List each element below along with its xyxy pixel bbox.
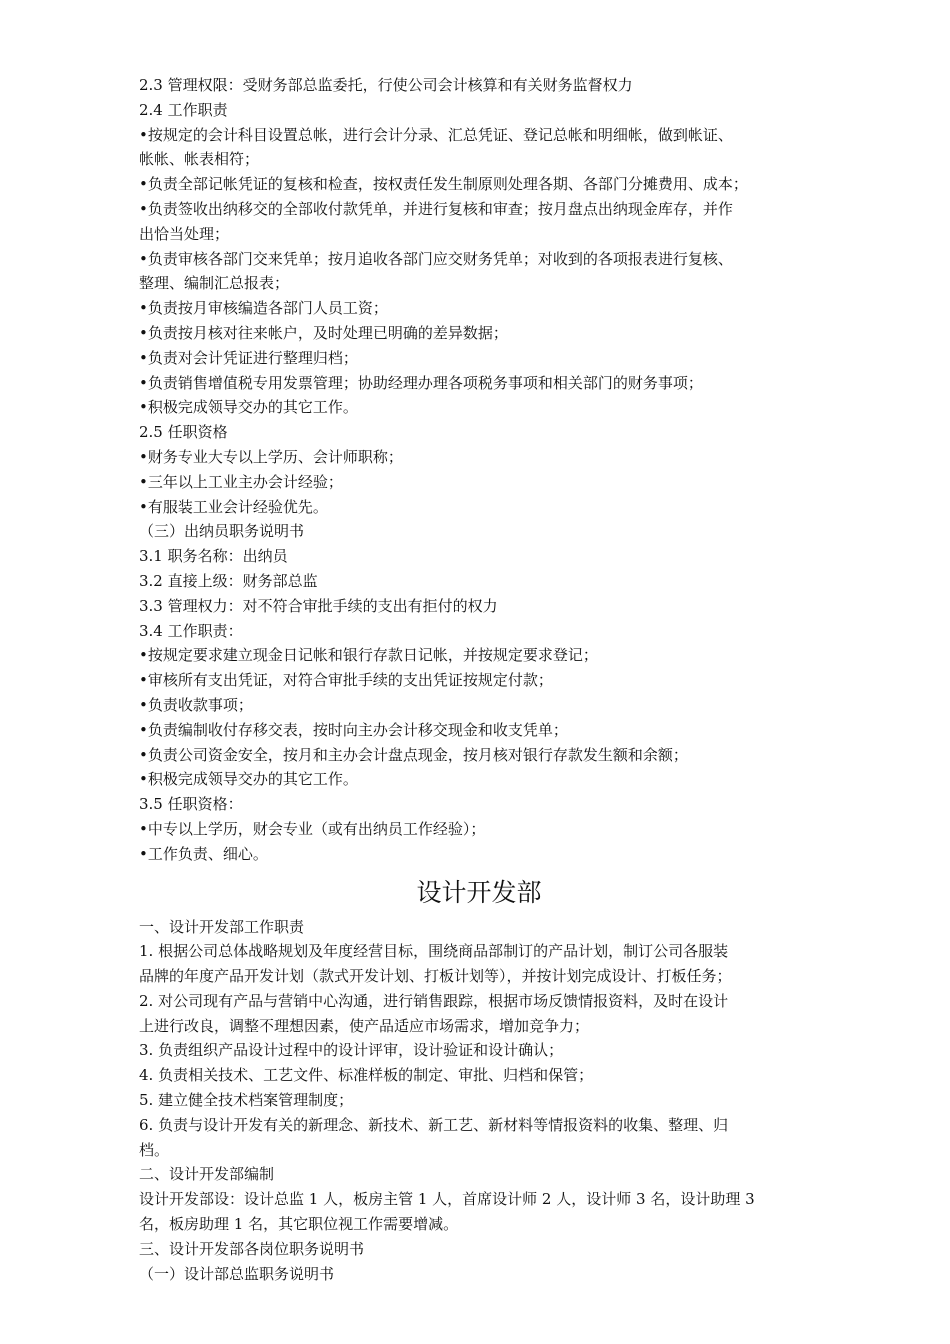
text-line: 3.4 工作职责： — [139, 621, 243, 640]
text-line: •积极完成领导交办的其它工作。 — [139, 398, 358, 417]
text-line: 上进行改良，调整不理想因素，使产品适应市场需求，增加竞争力； — [139, 1016, 590, 1035]
text-line: •中专以上学历，财会专业（或有出纳员工作经验）； — [139, 819, 486, 838]
text-line: 4. 负责相关技术、工艺文件、标准样板的制定、审批、归档和保管； — [139, 1066, 594, 1085]
text-line: •按规定要求建立现金日记帐和银行存款日记帐，并按规定要求登记； — [139, 646, 598, 665]
text-line: 3.5 任职资格： — [139, 795, 243, 814]
text-line: 名，板房助理 1 名，其它职位视工作需要增减。 — [139, 1215, 459, 1234]
text-line: •负责收款事项； — [139, 695, 253, 714]
design-dept-text — [139, 915, 819, 1287]
text-line: •负责销售增值税专用发票管理；协助经理办理各项税务事项和相关部门的财务事项； — [139, 373, 703, 392]
text-line: •财务专业大专以上学历、会计师职称； — [139, 447, 403, 466]
finance-section-text — [139, 73, 819, 867]
text-line: •负责编制收付存移交表，按时向主办会计移交现金和收支凭单； — [139, 720, 568, 739]
text-line: •工作负责、细心。 — [139, 844, 268, 863]
text-line: 3.2 直接上级：财务部总监 — [139, 571, 318, 590]
text-line: （一）设计部总监职务说明书 — [139, 1264, 335, 1283]
text-line: •负责全部记帐凭证的复核和检查，按权责任发生制原则处理各期、各部门分摊费用、成本； — [139, 175, 748, 194]
text-line: 2.4 工作职责 — [139, 100, 228, 119]
text-line: •负责按月审核编造各部门人员工资； — [139, 299, 388, 318]
text-line: •三年以上工业主办会计经验； — [139, 472, 343, 491]
text-line: 帐帐、帐表相符； — [139, 150, 260, 169]
text-line: 整理、编制汇总报表； — [139, 274, 290, 293]
text-line: •负责签收出纳移交的全部收付款凭单，并进行复核和审查；按月盘点出纳现金库存，并作 — [139, 199, 733, 218]
text-line: 出恰当处理； — [139, 224, 230, 243]
text-line: •负责对会计凭证进行整理归档； — [139, 348, 358, 367]
text-line: 2. 对公司现有产品与营销中心沟通，进行销售跟踪，根据市场反馈情报资料，及时在设计 — [139, 991, 729, 1010]
text-line: 3. 负责组织产品设计过程中的设计评审，设计验证和设计确认； — [139, 1041, 564, 1060]
document-content — [139, 73, 819, 1286]
text-line: 5. 建立健全技术档案管理制度； — [139, 1091, 354, 1110]
text-line: 3.1 职务名称：出纳员 — [139, 547, 288, 566]
text-line: 一、设计开发部工作职责 — [139, 917, 305, 936]
text-line: 品牌的年度产品开发计划（款式开发计划、打板计划等），并按计划完成设计、打板任务； — [139, 967, 732, 986]
text-line: •积极完成领导交办的其它工作。 — [139, 770, 358, 789]
text-line: （三）出纳员职务说明书 — [139, 522, 305, 541]
text-line: •负责按月核对往来帐户，及时处理已明确的差异数据； — [139, 323, 508, 342]
text-line: •审核所有支出凭证，对符合审批手续的支出凭证按规定付款； — [139, 671, 553, 690]
text-line: •有服装工业会计经验优先。 — [139, 497, 328, 516]
text-line: 1. 根据公司总体战略规划及年度经营目标，围绕商品部制订的产品计划，制订公司各服装 — [139, 942, 729, 961]
text-line: •负责审核各部门交来凭单；按月追收各部门应交财务凭单；对收到的各项报表进行复核、 — [139, 249, 733, 268]
section-title: 设计开发部 — [416, 877, 542, 907]
text-line: 档。 — [139, 1140, 170, 1159]
text-line: 2.3 管理权限：受财务部总监委托，行使公司会计核算和有关财务监督权力 — [139, 76, 633, 94]
text-line: •负责公司资金安全，按月和主办会计盘点现金，按月核对银行存款发生额和余额； — [139, 745, 688, 764]
text-line: 2.5 任职资格 — [139, 423, 228, 442]
text-line: 二、设计开发部编制 — [139, 1165, 275, 1184]
text-line: 6. 负责与设计开发有关的新理念、新技术、新工艺、新材料等情报资料的收集、整理、归 — [139, 1115, 729, 1134]
text-line: 三、设计开发部各岗位职务说明书 — [139, 1239, 365, 1258]
text-line: 设计开发部设：设计总监 1 人，板房主管 1 人，首席设计师 2 人，设计师 3 名，设计助理 3 — [139, 1190, 755, 1209]
text-line: 3.3 管理权力：对不符合审批手续的支出有拒付的权力 — [139, 596, 498, 615]
text-line: •按规定的会计科目设置总帐，进行会计分录、汇总凭证、登记总帐和明细帐，做到帐证、 — [139, 125, 733, 144]
